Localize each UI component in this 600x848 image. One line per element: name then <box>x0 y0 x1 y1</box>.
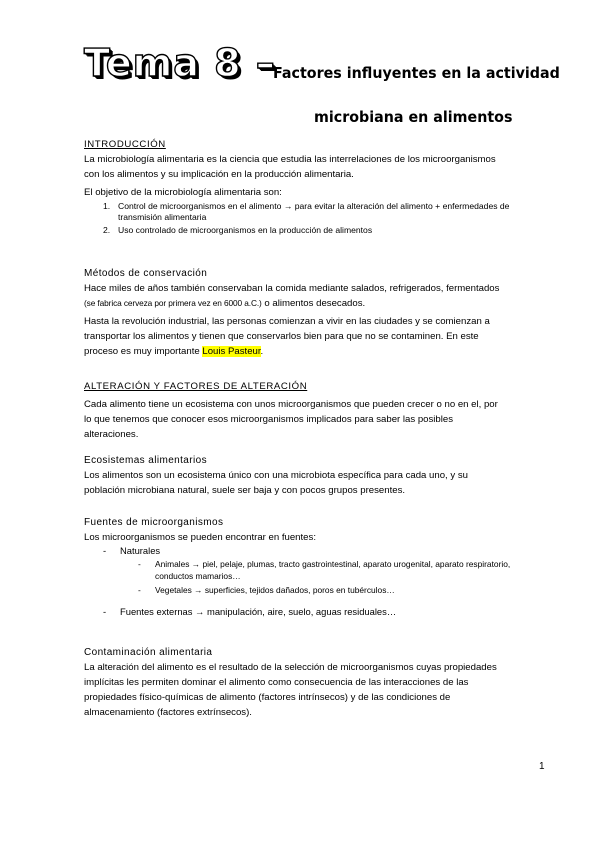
list-item <box>138 585 548 597</box>
section-heading: Métodos de conservación <box>84 268 208 279</box>
title-subtitle-line2: microbiana en alimentos <box>314 108 513 126</box>
section-introduccion <box>84 137 554 200</box>
list-item-line: Uso controlado de microorganismos en la producción de alimentos <box>118 225 373 235</box>
dash-bullet: - <box>103 545 107 556</box>
paragraph-line: implícitas les permiten dominar el alimento como consecuencia de las interacciones de las <box>84 677 469 688</box>
section-heading: Ecosistemas alimentarios <box>84 455 207 466</box>
paragraph-line: Los microorganismos se pueden encontrar en fuentes: <box>84 532 316 543</box>
section-alteracion <box>84 379 554 442</box>
numbered-list-item <box>103 225 543 236</box>
list-item <box>103 606 397 618</box>
paragraph-line: alteraciones. <box>84 429 139 440</box>
section-contaminacion <box>84 645 554 720</box>
paragraph-line: El objetivo de la microbiología alimentaria son: <box>84 187 282 198</box>
paragraph-line: La alteración del alimento es el resultado de la selección de microorganismos cuyas propiedades <box>84 662 497 673</box>
paragraph-line <box>84 344 554 359</box>
page-title: Tema 8 – <box>84 41 276 85</box>
paragraph-line: Los alimentos son un ecosistema único con una microbiota específica para cada uno, y su <box>84 470 468 481</box>
list-item-label: Fuentes externas → manipulación, aire, suelo, aguas residuales… <box>120 606 397 617</box>
dash-bullet: - <box>103 606 107 617</box>
paragraph-line: población microbiana natural, suele ser baja y con pocos grupos presentes. <box>84 485 406 496</box>
list-item-line: Control de microorganismos en el alimento → para evitar la alteración del alimento + enfermedades de <box>118 201 510 211</box>
paragraph-line: almacenamiento (factores extrínsecos). <box>84 707 252 718</box>
section-heading: ALTERACIÓN Y FACTORES DE ALTERACIÓN <box>84 381 308 392</box>
section-metodos <box>84 266 554 359</box>
list-item-line: Vegetales → superficies, tejidos dañados, poros en tubérculos… <box>155 585 395 595</box>
section-heading: INTRODUCCIÓN <box>84 139 166 150</box>
list-item-line: Animales → piel, pelaje, plumas, tracto gastrointestinal, aparato urogenital, aparato respiratorio, <box>155 559 511 569</box>
numbered-list-item <box>103 201 543 223</box>
dash-bullet: - <box>138 585 141 595</box>
paragraph-line: La microbiología alimentaria es la ciencia que estudia las interrelaciones de los microorganismos <box>84 154 496 165</box>
list-item <box>103 545 161 557</box>
paragraph-line: transportar los alimentos y tienen que conservarlos bien para que no se contaminen. En este <box>84 331 479 342</box>
highlighted-name: Louis Pasteur <box>202 346 261 357</box>
list-item-line: conductos mamarios… <box>155 570 241 581</box>
section-ecosistemas <box>84 453 554 498</box>
list-item <box>138 559 548 582</box>
page-number: 1 <box>539 761 545 772</box>
paragraph-text: . <box>260 346 264 357</box>
paragraph-text: proceso es muy importante <box>84 346 203 357</box>
paragraph-line <box>84 296 554 311</box>
list-number: 2. <box>103 225 111 235</box>
dash-bullet: - <box>138 559 141 569</box>
paragraph-line: Hace miles de años también conservaban la comida mediante salados, refrigerados, fermentados <box>84 283 500 294</box>
list-number: 1. <box>103 201 111 211</box>
section-heading: Fuentes de microorganismos <box>84 517 224 528</box>
list-item-label: Naturales <box>120 545 161 556</box>
paragraph-text: o alimentos desecados. <box>261 298 366 309</box>
paragraph-line: Hasta la revolución industrial, las personas comienzan a vivir en las ciudades y se comienzan a <box>84 316 490 327</box>
paragraph-note: (se fabrica cerveza por primera vez en 6000 a.C.) <box>84 298 262 308</box>
title-subtitle-line1: Factores influyentes en la actividad <box>273 64 560 82</box>
paragraph-line: lo que tenemos que conocer esos microorganismos implicados para saber las posibles <box>84 414 454 425</box>
section-fuentes <box>84 515 554 545</box>
section-heading: Contaminación alimentaria <box>84 647 213 658</box>
list-item-line: transmisión alimentaria <box>118 212 207 222</box>
paragraph-line: Cada alimento tiene un ecosistema con unos microorganismos que pueden crecer o no en el, por <box>84 399 498 410</box>
paragraph-line: propiedades físico-químicas de alimento (factores intrínsecos) y de las condiciones de <box>84 692 451 703</box>
paragraph-line: con los alimentos y su implicación en la producción alimentaria. <box>84 169 354 180</box>
